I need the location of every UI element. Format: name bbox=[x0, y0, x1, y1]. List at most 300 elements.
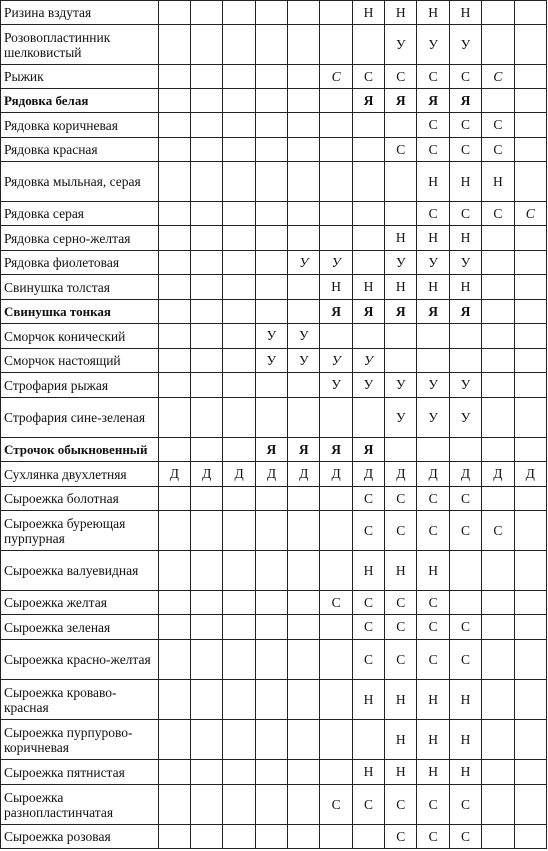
month-cell bbox=[223, 825, 255, 849]
month-cell bbox=[191, 251, 223, 275]
table-row bbox=[1, 760, 547, 785]
month-cell bbox=[191, 680, 223, 720]
month-cell bbox=[385, 113, 417, 138]
species-name: Сыроежка красно-желтая bbox=[1, 640, 159, 680]
month-cell bbox=[514, 720, 547, 760]
month-cell: Д bbox=[449, 462, 481, 487]
month-cell: У bbox=[385, 25, 417, 65]
month-cell bbox=[158, 324, 190, 349]
month-cell bbox=[320, 398, 352, 438]
month-cell: Н bbox=[417, 680, 449, 720]
month-cell bbox=[223, 760, 255, 785]
month-cell bbox=[514, 373, 547, 398]
month-cell: С bbox=[449, 640, 481, 680]
month-cell: У bbox=[417, 25, 449, 65]
month-cell bbox=[223, 349, 255, 373]
species-name: Сыроежка желтая bbox=[1, 591, 159, 615]
month-cell bbox=[482, 275, 514, 300]
month-cell bbox=[288, 138, 320, 162]
month-cell: У bbox=[255, 324, 287, 349]
month-cell bbox=[223, 551, 255, 591]
month-cell bbox=[288, 551, 320, 591]
month-cell: С bbox=[449, 825, 481, 849]
month-cell bbox=[158, 275, 190, 300]
month-cell bbox=[158, 251, 190, 275]
month-cell bbox=[288, 202, 320, 226]
month-cell bbox=[223, 300, 255, 324]
month-cell bbox=[482, 251, 514, 275]
month-cell: У bbox=[320, 349, 352, 373]
month-cell: Н bbox=[417, 551, 449, 591]
month-cell: С bbox=[417, 785, 449, 825]
month-cell bbox=[288, 113, 320, 138]
month-cell bbox=[288, 511, 320, 551]
month-cell: С bbox=[417, 487, 449, 511]
month-cell bbox=[352, 25, 384, 65]
month-cell bbox=[158, 226, 190, 251]
month-cell bbox=[158, 487, 190, 511]
species-name: Сыроежка пурпурово-коричневая bbox=[1, 720, 159, 760]
month-cell: Н bbox=[352, 1, 384, 25]
month-cell bbox=[288, 825, 320, 849]
table-row bbox=[1, 785, 547, 825]
month-cell: У bbox=[352, 373, 384, 398]
month-cell bbox=[191, 438, 223, 462]
month-cell bbox=[482, 825, 514, 849]
table-row bbox=[1, 615, 547, 640]
month-cell bbox=[288, 615, 320, 640]
month-cell: Д bbox=[352, 462, 384, 487]
month-cell: С bbox=[417, 202, 449, 226]
month-cell bbox=[514, 25, 547, 65]
month-cell: Д bbox=[223, 462, 255, 487]
month-cell bbox=[288, 640, 320, 680]
month-cell: С bbox=[352, 65, 384, 89]
month-cell bbox=[482, 760, 514, 785]
month-cell: Д bbox=[417, 462, 449, 487]
month-cell bbox=[255, 640, 287, 680]
table-row bbox=[1, 89, 547, 113]
month-cell bbox=[255, 202, 287, 226]
month-cell bbox=[514, 251, 547, 275]
month-cell bbox=[223, 275, 255, 300]
month-cell bbox=[158, 138, 190, 162]
month-cell: У bbox=[320, 251, 352, 275]
month-cell bbox=[255, 162, 287, 202]
month-cell: Д bbox=[191, 462, 223, 487]
month-cell bbox=[158, 825, 190, 849]
month-cell: С bbox=[385, 591, 417, 615]
month-cell: Я bbox=[288, 438, 320, 462]
month-cell: С bbox=[449, 138, 481, 162]
month-cell bbox=[352, 226, 384, 251]
table-row bbox=[1, 162, 547, 202]
species-name: Свинушка толстая bbox=[1, 275, 159, 300]
table-body bbox=[1, 1, 547, 849]
month-cell bbox=[191, 511, 223, 551]
month-cell bbox=[223, 324, 255, 349]
month-cell: С bbox=[417, 591, 449, 615]
month-cell bbox=[288, 275, 320, 300]
month-cell bbox=[482, 680, 514, 720]
month-cell bbox=[255, 825, 287, 849]
month-cell bbox=[385, 202, 417, 226]
month-cell bbox=[320, 680, 352, 720]
species-name: Рядовка красная bbox=[1, 138, 159, 162]
month-cell bbox=[255, 511, 287, 551]
month-cell bbox=[352, 720, 384, 760]
month-cell bbox=[288, 591, 320, 615]
month-cell bbox=[482, 551, 514, 591]
month-cell bbox=[514, 640, 547, 680]
month-cell bbox=[482, 438, 514, 462]
month-cell bbox=[223, 65, 255, 89]
month-cell: Н bbox=[352, 680, 384, 720]
month-cell bbox=[158, 65, 190, 89]
species-name: Сыроежка разнопластинчатая bbox=[1, 785, 159, 825]
month-cell bbox=[191, 162, 223, 202]
month-cell bbox=[223, 113, 255, 138]
month-cell bbox=[320, 89, 352, 113]
month-cell bbox=[288, 162, 320, 202]
month-cell bbox=[449, 551, 481, 591]
month-cell bbox=[223, 398, 255, 438]
month-cell: Д bbox=[514, 462, 547, 487]
month-cell bbox=[255, 680, 287, 720]
month-cell bbox=[385, 349, 417, 373]
month-cell bbox=[191, 300, 223, 324]
month-cell: Н bbox=[385, 760, 417, 785]
species-name: Строфария рыжая bbox=[1, 373, 159, 398]
month-cell bbox=[352, 202, 384, 226]
month-cell bbox=[223, 785, 255, 825]
month-cell: С bbox=[417, 113, 449, 138]
month-cell bbox=[191, 785, 223, 825]
month-cell bbox=[514, 398, 547, 438]
month-cell bbox=[482, 785, 514, 825]
month-cell: С bbox=[449, 785, 481, 825]
month-cell bbox=[482, 226, 514, 251]
month-cell bbox=[288, 398, 320, 438]
month-cell: Н bbox=[449, 760, 481, 785]
month-cell bbox=[191, 720, 223, 760]
table-row bbox=[1, 398, 547, 438]
month-cell bbox=[514, 551, 547, 591]
month-cell bbox=[482, 720, 514, 760]
month-cell bbox=[255, 591, 287, 615]
month-cell: Я bbox=[320, 438, 352, 462]
month-cell: Н bbox=[417, 1, 449, 25]
species-name: Строчок обыкновенный bbox=[1, 438, 159, 462]
month-cell: У bbox=[449, 25, 481, 65]
month-cell: С bbox=[449, 487, 481, 511]
month-cell: Н bbox=[352, 275, 384, 300]
month-cell bbox=[255, 138, 287, 162]
species-name: Рыжик bbox=[1, 65, 159, 89]
month-cell bbox=[482, 591, 514, 615]
month-cell bbox=[223, 89, 255, 113]
month-cell: Я bbox=[417, 300, 449, 324]
month-cell bbox=[223, 487, 255, 511]
month-cell: С bbox=[417, 138, 449, 162]
month-cell bbox=[449, 591, 481, 615]
month-cell bbox=[417, 438, 449, 462]
table-row bbox=[1, 438, 547, 462]
month-cell: У bbox=[385, 398, 417, 438]
month-cell: С bbox=[352, 785, 384, 825]
month-cell: Н bbox=[417, 162, 449, 202]
species-name: Рядовка фиолетовая bbox=[1, 251, 159, 275]
month-cell: Я bbox=[352, 300, 384, 324]
month-cell: Я bbox=[417, 89, 449, 113]
species-name: Рядовка коричневая bbox=[1, 113, 159, 138]
month-cell: Н bbox=[449, 162, 481, 202]
month-cell bbox=[223, 511, 255, 551]
month-cell bbox=[255, 300, 287, 324]
month-cell bbox=[158, 25, 190, 65]
month-cell bbox=[320, 138, 352, 162]
month-cell: С bbox=[352, 487, 384, 511]
month-cell bbox=[191, 398, 223, 438]
month-cell: Я bbox=[255, 438, 287, 462]
month-cell: С bbox=[417, 825, 449, 849]
month-cell bbox=[320, 25, 352, 65]
month-cell: Я bbox=[449, 89, 481, 113]
month-cell bbox=[223, 720, 255, 760]
month-cell bbox=[288, 373, 320, 398]
month-cell bbox=[191, 760, 223, 785]
month-cell bbox=[223, 1, 255, 25]
month-cell bbox=[158, 760, 190, 785]
month-cell bbox=[191, 349, 223, 373]
month-cell bbox=[320, 760, 352, 785]
month-cell bbox=[191, 551, 223, 591]
month-cell bbox=[514, 825, 547, 849]
month-cell: С bbox=[449, 113, 481, 138]
species-name: Рядовка серая bbox=[1, 202, 159, 226]
month-cell bbox=[255, 551, 287, 591]
month-cell bbox=[288, 89, 320, 113]
month-cell bbox=[191, 825, 223, 849]
table-row bbox=[1, 720, 547, 760]
month-cell bbox=[223, 226, 255, 251]
month-cell bbox=[514, 113, 547, 138]
month-cell: Д bbox=[385, 462, 417, 487]
month-cell bbox=[417, 349, 449, 373]
month-cell bbox=[514, 300, 547, 324]
month-cell bbox=[255, 1, 287, 25]
month-cell bbox=[482, 373, 514, 398]
month-cell bbox=[158, 1, 190, 25]
month-cell bbox=[191, 324, 223, 349]
species-name: Строфария сине-зеленая bbox=[1, 398, 159, 438]
month-cell: Я bbox=[385, 89, 417, 113]
month-cell bbox=[158, 162, 190, 202]
month-cell bbox=[255, 25, 287, 65]
table-row bbox=[1, 349, 547, 373]
month-cell bbox=[191, 226, 223, 251]
month-cell bbox=[514, 65, 547, 89]
table-row bbox=[1, 462, 547, 487]
species-name: Ризина вздутая bbox=[1, 1, 159, 25]
month-cell: У bbox=[417, 251, 449, 275]
month-cell: С bbox=[514, 202, 547, 226]
month-cell: Н bbox=[449, 1, 481, 25]
month-cell bbox=[288, 760, 320, 785]
month-cell: Я bbox=[352, 438, 384, 462]
month-cell: С bbox=[449, 615, 481, 640]
month-cell: С bbox=[320, 591, 352, 615]
month-cell: Д bbox=[320, 462, 352, 487]
month-cell bbox=[385, 162, 417, 202]
month-cell bbox=[223, 373, 255, 398]
month-cell: У bbox=[385, 373, 417, 398]
table-row bbox=[1, 1, 547, 25]
month-cell: С bbox=[385, 785, 417, 825]
month-cell: С bbox=[385, 825, 417, 849]
month-cell: Н bbox=[417, 226, 449, 251]
month-cell bbox=[514, 591, 547, 615]
month-cell bbox=[320, 615, 352, 640]
month-cell: С bbox=[352, 511, 384, 551]
month-cell bbox=[158, 680, 190, 720]
species-name: Сыроежка розовая bbox=[1, 825, 159, 849]
month-cell bbox=[352, 138, 384, 162]
month-cell: Д bbox=[482, 462, 514, 487]
month-cell: У bbox=[288, 324, 320, 349]
month-cell bbox=[255, 373, 287, 398]
month-cell: Н bbox=[482, 162, 514, 202]
month-cell: Я bbox=[385, 300, 417, 324]
month-cell bbox=[352, 113, 384, 138]
month-cell: С bbox=[417, 640, 449, 680]
month-cell: У bbox=[352, 349, 384, 373]
month-cell bbox=[320, 162, 352, 202]
month-cell: Н bbox=[352, 760, 384, 785]
month-cell bbox=[158, 511, 190, 551]
table-row bbox=[1, 300, 547, 324]
month-cell bbox=[158, 89, 190, 113]
month-cell bbox=[191, 591, 223, 615]
table-row bbox=[1, 680, 547, 720]
species-name: Сморчок настоящий bbox=[1, 349, 159, 373]
month-cell: С bbox=[482, 202, 514, 226]
month-cell: Н bbox=[385, 1, 417, 25]
month-cell bbox=[158, 615, 190, 640]
month-cell bbox=[191, 65, 223, 89]
month-cell: С bbox=[449, 65, 481, 89]
month-cell bbox=[514, 162, 547, 202]
month-cell bbox=[255, 275, 287, 300]
month-cell bbox=[223, 202, 255, 226]
table-row bbox=[1, 251, 547, 275]
month-cell bbox=[352, 324, 384, 349]
month-cell bbox=[449, 438, 481, 462]
month-cell: С bbox=[417, 511, 449, 551]
month-cell bbox=[255, 398, 287, 438]
month-cell bbox=[158, 640, 190, 680]
month-cell: С bbox=[385, 640, 417, 680]
month-cell: Я bbox=[352, 89, 384, 113]
month-cell bbox=[320, 202, 352, 226]
month-cell: С bbox=[482, 511, 514, 551]
table-row bbox=[1, 551, 547, 591]
species-name: Сыроежка пятнистая bbox=[1, 760, 159, 785]
month-cell: С bbox=[417, 65, 449, 89]
month-cell bbox=[514, 511, 547, 551]
month-cell bbox=[320, 640, 352, 680]
table-row bbox=[1, 511, 547, 551]
month-cell bbox=[482, 398, 514, 438]
month-cell bbox=[514, 785, 547, 825]
month-cell: Н bbox=[417, 275, 449, 300]
month-cell: У bbox=[320, 373, 352, 398]
month-cell bbox=[191, 113, 223, 138]
month-cell bbox=[158, 398, 190, 438]
month-cell bbox=[255, 65, 287, 89]
month-cell: С bbox=[385, 65, 417, 89]
month-cell bbox=[158, 349, 190, 373]
month-cell: С bbox=[352, 615, 384, 640]
month-cell bbox=[191, 25, 223, 65]
month-cell bbox=[158, 113, 190, 138]
month-cell bbox=[320, 511, 352, 551]
month-cell bbox=[191, 202, 223, 226]
month-cell bbox=[158, 591, 190, 615]
table-row bbox=[1, 65, 547, 89]
month-cell: У bbox=[288, 349, 320, 373]
month-cell: Н bbox=[449, 275, 481, 300]
month-cell: Я bbox=[449, 300, 481, 324]
month-cell: У bbox=[417, 373, 449, 398]
table-row bbox=[1, 373, 547, 398]
species-name: Рядовка мыльная, серая bbox=[1, 162, 159, 202]
table-row bbox=[1, 113, 547, 138]
month-cell: Я bbox=[320, 300, 352, 324]
species-name: Розовопластинник шелковистый bbox=[1, 25, 159, 65]
month-cell bbox=[255, 113, 287, 138]
month-cell bbox=[320, 113, 352, 138]
month-cell bbox=[320, 551, 352, 591]
month-cell bbox=[514, 138, 547, 162]
month-cell bbox=[158, 300, 190, 324]
month-cell: С bbox=[385, 487, 417, 511]
month-cell bbox=[255, 89, 287, 113]
month-cell: С bbox=[320, 785, 352, 825]
month-cell: Н bbox=[320, 275, 352, 300]
month-cell: С bbox=[482, 138, 514, 162]
month-cell: Н bbox=[417, 760, 449, 785]
month-cell bbox=[255, 615, 287, 640]
month-cell: Н bbox=[449, 226, 481, 251]
month-cell: Н bbox=[352, 551, 384, 591]
month-cell bbox=[255, 251, 287, 275]
table-row bbox=[1, 25, 547, 65]
month-cell bbox=[385, 438, 417, 462]
month-cell: С bbox=[352, 640, 384, 680]
month-cell bbox=[320, 825, 352, 849]
month-cell bbox=[514, 89, 547, 113]
month-cell: С bbox=[449, 202, 481, 226]
month-cell bbox=[288, 680, 320, 720]
month-cell bbox=[223, 680, 255, 720]
month-cell bbox=[158, 202, 190, 226]
month-cell: Н bbox=[417, 720, 449, 760]
month-cell: У bbox=[255, 349, 287, 373]
month-cell bbox=[482, 324, 514, 349]
species-name: Сыроежка болотная bbox=[1, 487, 159, 511]
species-name: Сыроежка зеленая bbox=[1, 615, 159, 640]
